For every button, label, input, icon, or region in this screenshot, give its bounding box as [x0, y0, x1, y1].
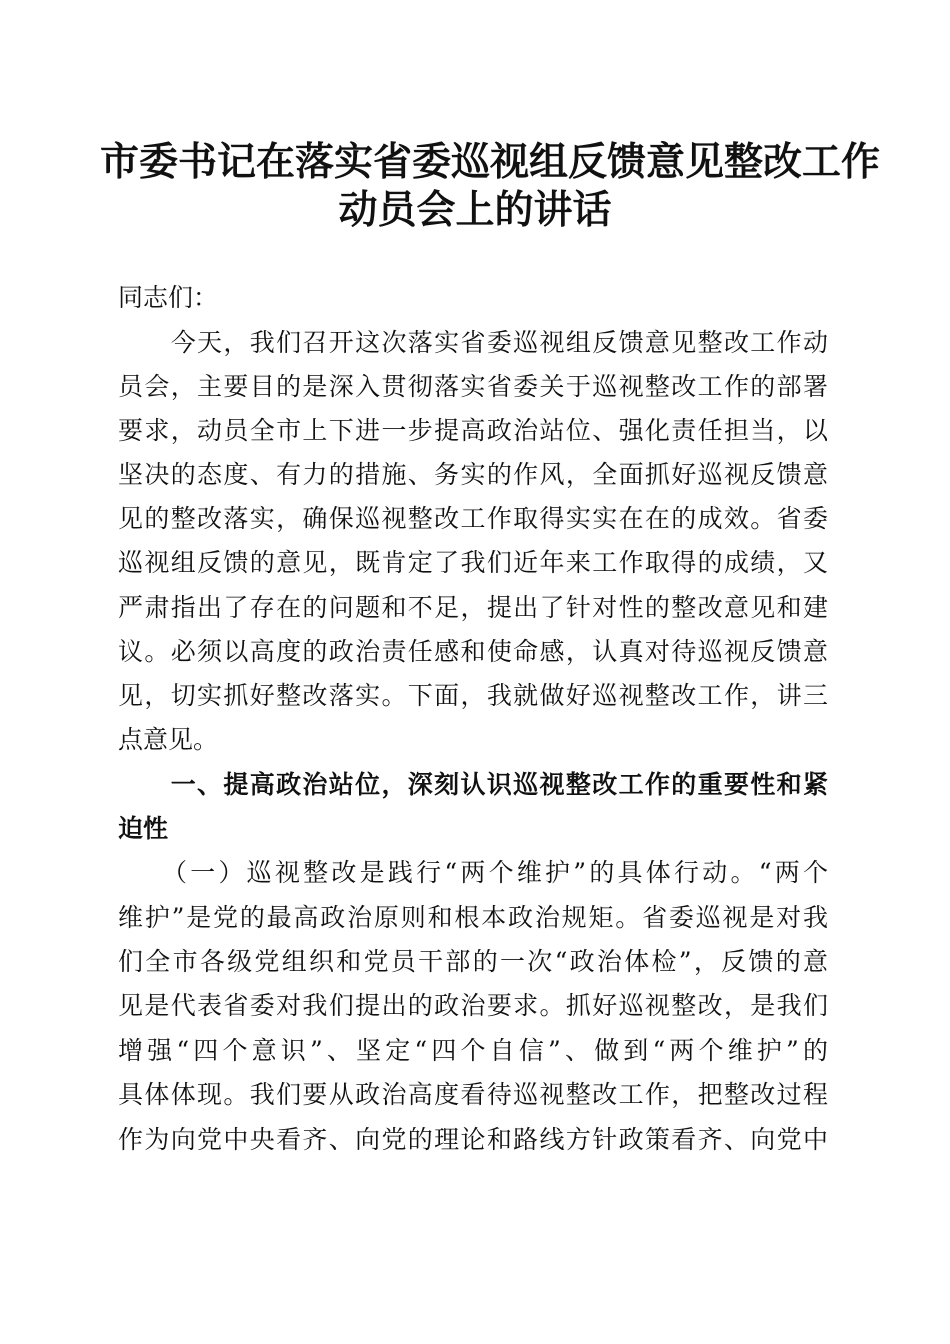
paragraph-2-line: 维护”是党的最高政治原则和根本政治规矩。省委巡视是对我 — [118, 903, 828, 932]
paragraph-2-line: 作为向党中央看齐、向党的理论和路线方针政策看齐、向党中 — [118, 1125, 828, 1154]
document-title-line-2: 动员会上的讲话 — [338, 187, 612, 233]
paragraph-1-line: 见的整改落实，确保巡视整改工作取得实实在在的成效。省委 — [118, 504, 828, 533]
paragraph-1-line: 见，切实抓好整改落实。下面，我就做好巡视整改工作，讲三 — [118, 681, 828, 710]
paragraph-1-line: 议。必须以高度的政治责任感和使命感，认真对待巡视反馈意 — [118, 637, 828, 666]
paragraph-2-line: 增强“四个意识”、坚定“四个自信”、做到“两个维护”的 — [118, 1036, 828, 1065]
salutation: 同志们： — [118, 283, 219, 312]
paragraph-1-line: 坚决的态度、有力的措施、务实的作风，全面抓好巡视反馈意 — [118, 460, 828, 489]
paragraph-2-line: 具体体现。我们要从政治高度看待巡视整改工作，把整改过程 — [118, 1080, 828, 1109]
document-title-line-1: 市委书记在落实省委巡视组反馈意见整改工作 — [100, 139, 881, 185]
paragraph-1-line: 今天，我们召开这次落实省委巡视组反馈意见整改工作动 — [118, 328, 828, 357]
paragraph-1-line: 员会，主要目的是深入贯彻落实省委关于巡视整改工作的部署 — [118, 372, 828, 401]
section-heading-1-line: 迫性 — [118, 814, 169, 843]
paragraph-1-line: 要求，动员全市上下进一步提高政治站位、强化责任担当，以 — [118, 416, 828, 445]
paragraph-1-line: 严肃指出了存在的问题和不足，提出了针对性的整改意见和建 — [118, 593, 828, 622]
paragraph-2-line: （一）巡视整改是践行“两个维护”的具体行动。“两个 — [118, 858, 828, 887]
paragraph-2-line: 见是代表省委对我们提出的政治要求。抓好巡视整改，是我们 — [118, 991, 828, 1020]
section-heading-1-line: 一、提高政治站位，深刻认识巡视整改工作的重要性和紧 — [118, 770, 828, 799]
paragraph-1-line: 点意见。 — [118, 725, 219, 754]
paragraph-2-line: 们全市各级党组织和党员干部的一次“政治体检”，反馈的意 — [118, 947, 828, 976]
paragraph-1-line: 巡视组反馈的意见，既肯定了我们近年来工作取得的成绩，又 — [118, 548, 828, 577]
